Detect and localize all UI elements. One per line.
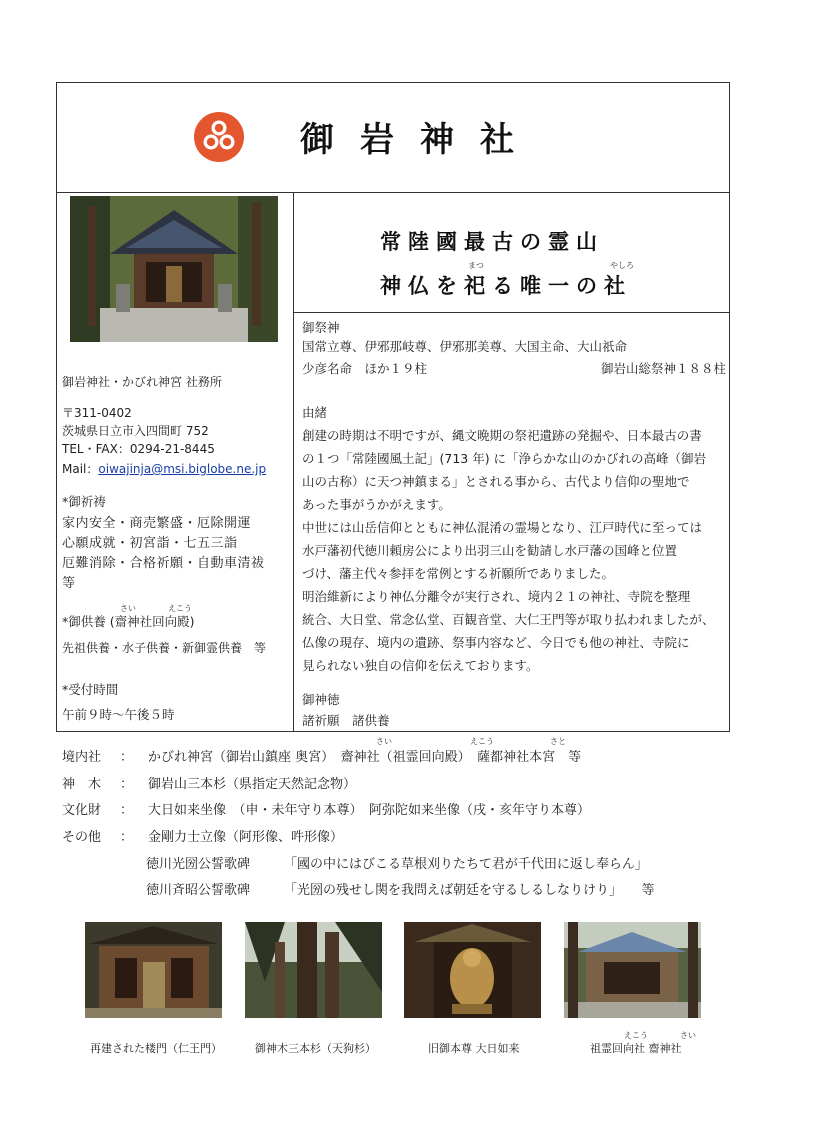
page-title: 御岩神社 <box>300 120 540 160</box>
history-line: 明治維新により神仏分離令が実行され、境内２１の神社、寺院を整理 <box>302 589 691 604</box>
history-line: あった事がうかがえます。 <box>302 497 451 512</box>
photo-caption: 再建された楼門（仁王門） <box>90 1042 222 1055</box>
history-heading: 由緒 <box>302 405 328 420</box>
virtue-text: 諸祈願 諸供養 <box>302 713 390 728</box>
info-colon: ： <box>120 750 134 765</box>
deities-text <box>302 336 726 380</box>
photo-caption: 御神木三本杉（天狗杉） <box>255 1042 376 1055</box>
info-label: 文化財 <box>62 803 102 818</box>
history-line: 中世には山岳信仰とともに神仏混淆の霊場となり、江戸時代に至っては <box>302 520 703 535</box>
info-value: かびれ神宮（御岩山鎮座 奥宮） 齋神社（祖霊回向殿） 薩都神社本宮 等 <box>148 750 582 765</box>
info-label: 境内社 <box>62 750 102 765</box>
poem-stone-name: 徳川光圀公誓歌碑 <box>146 857 251 872</box>
info-value: 御岩山三本杉（県指定天然記念物） <box>148 777 357 792</box>
tel-fax: TEL・FAX：0294-21-8445 <box>62 442 215 456</box>
photo-caption: 祖霊回向社 齋神社 <box>590 1042 682 1055</box>
ruby-sato: さと <box>550 737 566 746</box>
info-label: 神 木 <box>62 777 102 792</box>
history-line: 山の古称）に天つ神鎮まる」とされる事から、古代より信仰の聖地で <box>302 474 690 489</box>
prayer-list <box>62 514 284 594</box>
history-line: 仏像の現存、境内の遺跡、祭事内容など、今日でも他の神社、寺院に <box>302 635 690 650</box>
history-line: 見られない独自の信仰を伝えております。 <box>302 658 539 673</box>
slogan-line-1: 常陸國最古の霊山 <box>380 229 604 254</box>
slogan-line-2: 神仏を祀る唯一の社 <box>380 273 632 298</box>
ruby-sai: さい <box>120 604 136 613</box>
ruby-sai: さい <box>680 1031 696 1040</box>
info-colon: ： <box>120 830 134 845</box>
ruby-ekou: えこう <box>470 737 494 746</box>
column-divider <box>293 192 294 732</box>
slogan-divider <box>293 312 730 313</box>
buddha-statue-photo <box>404 922 541 1018</box>
info-label: その他 <box>62 830 102 845</box>
poem-stone-name: 徳川斉昭公誓歌碑 <box>146 883 251 898</box>
ruby-sai: さい <box>376 737 392 746</box>
prayer-line: 心願成就・初宮詣・七五三詣 <box>62 536 238 551</box>
gate-photo <box>85 922 222 1018</box>
prayer-line: 家内安全・商売繁盛・厄除開運 <box>62 516 252 531</box>
history-line: づけ、藩主代々参拝を常例とする祈願所でありました。 <box>302 566 615 581</box>
memorial-heading: *御供養 (齋神社回向殿) <box>62 614 195 629</box>
sacred-cedar-photo <box>245 922 382 1018</box>
ruby-yashiro: やしろ <box>610 261 634 270</box>
postal-code: 〒311-0402 <box>62 406 132 420</box>
ruby-ekou: えこう <box>168 604 192 613</box>
mitsudomoe-crest-icon <box>193 111 245 163</box>
mail-line <box>62 460 288 477</box>
history-line: 創建の時期は不明ですが、縄文晩期の祭祀遺跡の発掘や、日本最古の書 <box>302 428 702 443</box>
sai-shrine-photo <box>564 922 701 1018</box>
hours-heading: *受付時間 <box>62 682 119 697</box>
mail-link[interactable]: oiwajinja@msi.biglobe.ne.jp <box>98 462 267 476</box>
prayer-line: 厄難消除・合格祈願・自動車清祓 <box>62 556 265 571</box>
history-line: 統合、大日堂、常念仏堂、百観音堂、大仁王門等が取り払われましたが、 <box>302 612 715 627</box>
office-name: 御岩神社・かびれ神宮 社務所 <box>62 375 222 389</box>
memorial-text: 先祖供養・水子供養・新御霊供養 等 <box>62 641 267 655</box>
prayer-line: 等 <box>62 576 76 591</box>
ruby-matsu: まつ <box>468 261 484 270</box>
info-colon: ： <box>120 777 134 792</box>
virtue-heading: 御神徳 <box>302 692 340 707</box>
deities-heading: 御祭神 <box>302 320 340 335</box>
info-value: 金剛力士立像（阿形像、吽形像） <box>148 830 344 845</box>
poem-text: 「國の中にはびこる草根刈りたちて君が千代田に返し奉らん」 <box>284 857 648 872</box>
deities-line-left: 少彦名命 ほか１９柱 <box>302 361 428 376</box>
header-divider <box>56 192 730 193</box>
deities-line: 国常立尊、伊邪那岐尊、伊邪那美尊、大国主命、大山祇命 <box>302 339 628 354</box>
address: 茨城県日立市入四間町 752 <box>62 424 209 438</box>
history-line: の１つ「常陸國風土記」(713 年) に「浄らかな山のかびれの高峰（御岩 <box>302 451 707 466</box>
mail-label: Mail： <box>62 462 99 476</box>
photo-caption: 旧御本尊 大日如来 <box>428 1042 520 1055</box>
info-colon: ： <box>120 803 134 818</box>
deities-line <box>302 358 726 380</box>
prayer-heading: *御祈祷 <box>62 494 106 509</box>
hours-text: 午前９時～午後５時 <box>62 707 175 722</box>
deities-line-right: 御岩山総祭神１８８柱 <box>600 361 726 376</box>
shrine-main-photo <box>70 196 278 342</box>
ruby-ekou: えこう <box>624 1031 648 1040</box>
history-text <box>302 424 726 677</box>
history-line: 水戸藩初代徳川頼房公により出羽三山を勧請し水戸藩の国峰と位置 <box>302 543 678 558</box>
info-value: 大日如来坐像 （申・未年守り本尊） 阿弥陀如来坐像（戌・亥年守り本尊） <box>148 803 591 818</box>
poem-text: 「光圀の残せし関を我問えば朝廷を守るしるしなりけり」 等 <box>284 883 655 898</box>
